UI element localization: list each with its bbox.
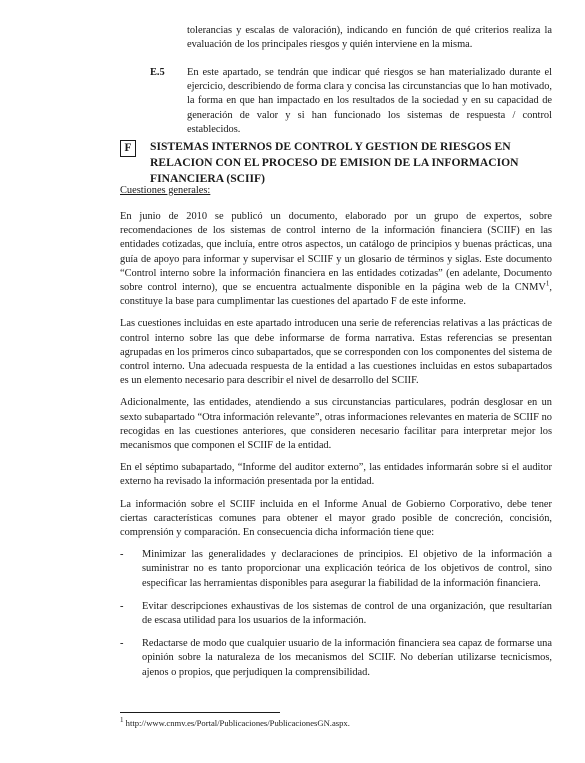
bullet-dash: -: [120, 638, 124, 650]
bullet-dash: -: [120, 600, 124, 612]
list-item-text: Minimizar las generalidades y declaraciones de principios. El objetivo de la información a suministrar no es tanto proporcionar una explicación teórica de los objetivos de control, sino especificar las herramientas disponibles para asegurar la fiabilidad de la información financiera.: [142, 549, 552, 589]
footnote-reference: 1: [545, 279, 550, 288]
continuation-paragraph: tolerancias y escalas de valoración), indicando en función de qué criterios realiza la evaluación de los principales riesgos y quién interviene en la misma.: [187, 25, 552, 51]
paragraph-intro-tail: , constituye la base para cumplimentar las cuestiones del apartado F de este informe.: [120, 282, 552, 308]
bullet-dash: -: [120, 549, 124, 561]
footnote-mark: 1: [120, 716, 124, 725]
paragraph-additional: Adicionalmente, las entidades, atendiendo a sus circunstancias particulares, podrán desglosar en un sexto subapartado “Otra información relevante”, otras informaciones relevantes en materia de SCIIF no recogidas en las cuestiones anteriores, que consideren necesario facilitar para interpretar mejor los mecanismos que componen el SCIIF de la entidad.: [120, 397, 552, 452]
section-title: SISTEMAS INTERNOS DE CONTROL Y GESTION DE RIESGOS EN RELACION CON EL PROCESO DE EMISION DE LA INFORMACION FINANCIERA (SCIIF): [150, 140, 519, 185]
footnote: [120, 718, 350, 729]
list-item-text: Evitar descripciones exhaustivas de los sistemas de control de una organización, que resultarían de escasa utilidad para los usuarios de la información.: [142, 600, 552, 627]
paragraph-intro-text: En junio de 2010 se publicó un documento, elaborado por un grupo de expertos, sobre recomendaciones de los sistemas de control interno de la información financiera (SCIIF) en las entidades cotizadas, que incluía, entre otros aspectos, un catálogo de principios y buenas prácticas, una guía de apoyo para informar y supervisar el SCIIF y un glosario de términos y siglas. Este documento “Control interno sobre la información financiera en las entidades cotizadas” (en adelante, Documento sobre control interno), que se encuentra actualmente disponible en la página web de la CNMV: [120, 211, 552, 294]
item-e5-text: En este apartado, se tendrán que indicar qué riesgos se han materializado durante el ejercicio, describiendo de forma clara y concisa las circunstancias que lo han motivado, la forma en que han impactado en los resultados de la sociedad y en su capacidad de generación de valor y si han funcionado los sistemas de respuesta / control establecidos.: [187, 67, 552, 135]
footnote-divider: [120, 712, 280, 713]
item-e5-label: E.5: [150, 67, 165, 78]
paragraph-characteristics: La información sobre el SCIIF incluida en el Informe Anual de Gobierno Corporativo, debe tener ciertas características comunes para obtener el mayor grado posible de concreción, concisión, comprensión y comparación. En consecuencia dicha información tiene que:: [120, 498, 552, 539]
paragraph-intro: [120, 210, 552, 309]
footnote-url: http://www.cnmv.es/Portal/Publicaciones/PublicacionesGN.aspx.: [125, 718, 350, 728]
body-column: [120, 210, 552, 689]
section-letter-box: F: [120, 140, 136, 157]
list-item-text: Redactarse de modo que cualquier usuario de la información financiera sea capaz de formarse una opinión sobre la naturaleza de los mecanismos del SCIIF. No deberían utilizarse tecnicismos, ajenos o propios, que perjudiquen la comprensibilidad.: [142, 638, 552, 678]
list-item: [120, 637, 552, 680]
paragraph-references: Las cuestiones incluidas en este apartado introducen una serie de referencias relativas a las prácticas de control interno sobre las que debe informarse de forma narrativa. Estas referencias se presentan agrupadas en los primeros cinco subapartados, que se corresponden con los componentes del sistema de control interno. Una adecuada respuesta de la entidad a las cuestiones incluidas en estos subapartados es un elemento necesario para describir el nivel de desarrollo del SCIIF.: [120, 318, 552, 387]
list-item: [120, 548, 552, 591]
subheading: Cuestiones generales:: [120, 185, 211, 196]
requirements-list: [120, 548, 552, 680]
paragraph-auditor: En el séptimo subapartado, “Informe del auditor externo”, las entidades informarán sobre si el auditor externo ha revisado la información presentada por la entidad.: [120, 462, 552, 488]
list-item: [120, 600, 552, 628]
